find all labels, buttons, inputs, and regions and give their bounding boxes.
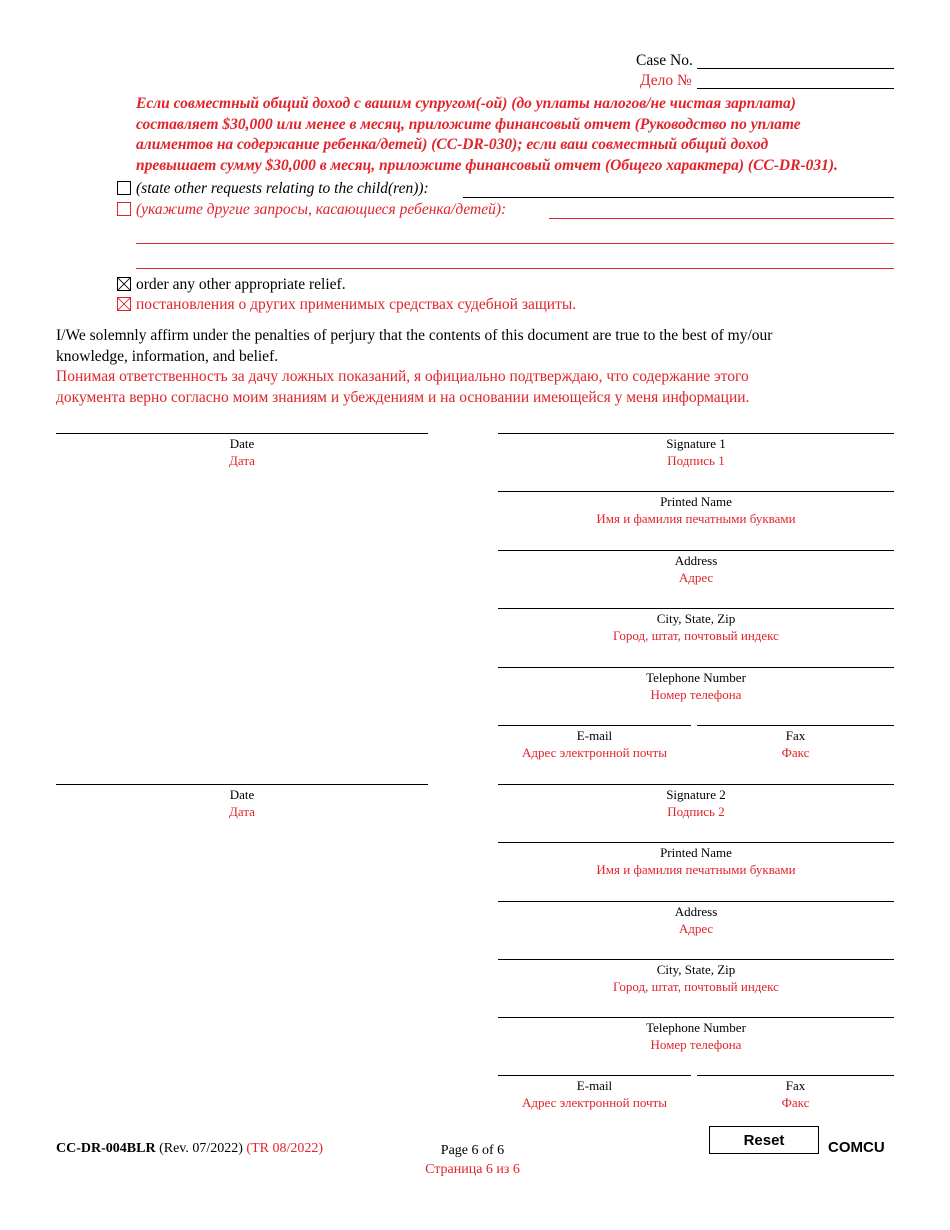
city-label-2: City, State, Zip Город, штат, почтовый индекс bbox=[613, 962, 779, 994]
email-label-2: E-mail Адрес электронной почты bbox=[522, 1078, 667, 1110]
case-no-label: Case No. bbox=[636, 52, 693, 69]
page-number: Page 6 of 6 Страница 6 из 6 bbox=[425, 1143, 520, 1177]
case-no-field-ru bbox=[697, 88, 894, 89]
other-requests-checkbox[interactable] bbox=[117, 181, 131, 195]
fax-field-2[interactable] bbox=[697, 1075, 894, 1076]
phone-label-1: Telephone Number Номер телефона bbox=[646, 670, 746, 702]
signature-label-1: Signature 1 Подпись 1 bbox=[666, 436, 726, 468]
check-x-icon-ru bbox=[118, 298, 130, 310]
other-relief-checkbox-ru bbox=[117, 297, 131, 311]
financial-statement-notice: Если совместный общий доход с вашим супругом(-ой) (до уплаты налогов/не чистая зарплата) составляет $30,000 или менее в месяц, приложите финансовый отчет (Руководство по уплате алиментов на содержание ребенка/детей) (CC-DR-030); если ваш совместный общий доход превышает сумму $30,000 в месяц, приложите финансовый отчет (Общего характера) (CC-DR-031). bbox=[136, 95, 838, 174]
date-field-2[interactable] bbox=[56, 784, 428, 785]
other-requests-line-3[interactable] bbox=[136, 268, 894, 269]
fax-label-2: Fax Факс bbox=[781, 1078, 810, 1110]
other-relief-label-ru: постановления о других применимых средствах судебной защиты. bbox=[136, 296, 577, 313]
printed-name-field-1[interactable] bbox=[498, 491, 894, 492]
other-requests-label: (state other requests relating to the child(ren)): bbox=[136, 180, 429, 197]
other-relief-label: order any other appropriate relief. bbox=[136, 276, 346, 293]
city-label-1: City, State, Zip Город, штат, почтовый индекс bbox=[613, 611, 779, 643]
phone-field-1[interactable] bbox=[498, 667, 894, 668]
other-requests-field[interactable] bbox=[463, 197, 894, 198]
other-requests-line-2[interactable] bbox=[136, 243, 894, 244]
phone-field-2[interactable] bbox=[498, 1017, 894, 1018]
other-relief-checkbox[interactable] bbox=[117, 277, 131, 291]
org-code: COMCU bbox=[828, 1139, 885, 1156]
city-field-1[interactable] bbox=[498, 608, 894, 609]
address-label-1: Address Адрес bbox=[674, 553, 718, 585]
city-field-2[interactable] bbox=[498, 959, 894, 960]
case-no-label-ru: Дело № bbox=[640, 72, 692, 89]
fax-field-1[interactable] bbox=[697, 725, 894, 726]
address-field-2[interactable] bbox=[498, 901, 894, 902]
affirmation-text: I/We solemnly affirm under the penalties of perjury that the contents of this document are true to the best of my/our knowledge, information, and belief. bbox=[56, 327, 773, 365]
form-tr: (TR 08/2022) bbox=[246, 1141, 324, 1156]
signature-label-2: Signature 2 Подпись 2 bbox=[666, 787, 726, 819]
email-label-1: E-mail Адрес электронной почты bbox=[522, 728, 667, 760]
other-requests-field-ru bbox=[549, 218, 894, 219]
fax-label-1: Fax Факс bbox=[781, 728, 810, 760]
phone-label-2: Telephone Number Номер телефона bbox=[646, 1020, 746, 1052]
printed-name-label-1: Printed Name Имя и фамилия печатными буквами bbox=[596, 494, 796, 526]
email-field-1[interactable] bbox=[498, 725, 691, 726]
date-field-1[interactable] bbox=[56, 433, 428, 434]
printed-name-field-2[interactable] bbox=[498, 842, 894, 843]
address-label-2: Address Адрес bbox=[674, 904, 718, 936]
reset-button[interactable]: Reset bbox=[709, 1126, 819, 1154]
affirmation-text-ru: Понимая ответственность за дачу ложных показаний, я официально подтверждаю, что содержание этого документа верно согласно моим знаниям и убеждениям и на основании имеющейся у меня информации. bbox=[56, 368, 750, 406]
printed-name-label-2: Printed Name Имя и фамилия печатными буквами bbox=[596, 845, 796, 877]
other-requests-label-ru: (укажите другие запросы, касающиеся ребенка/детей): bbox=[136, 201, 507, 218]
form-rev: (Rev. 07/2022) bbox=[159, 1141, 243, 1156]
form-id bbox=[56, 1141, 323, 1157]
case-no-field[interactable] bbox=[697, 68, 894, 69]
other-requests-checkbox-ru bbox=[117, 202, 131, 216]
signature-field-2[interactable] bbox=[498, 784, 894, 785]
email-field-2[interactable] bbox=[498, 1075, 691, 1076]
signature-field-1[interactable] bbox=[498, 433, 894, 434]
date-label-2: Date Дата bbox=[229, 787, 255, 819]
date-label-1: Date Дата bbox=[229, 436, 255, 468]
check-x-icon bbox=[118, 278, 130, 290]
address-field-1[interactable] bbox=[498, 550, 894, 551]
form-id-code: CC-DR-004BLR bbox=[56, 1141, 156, 1156]
